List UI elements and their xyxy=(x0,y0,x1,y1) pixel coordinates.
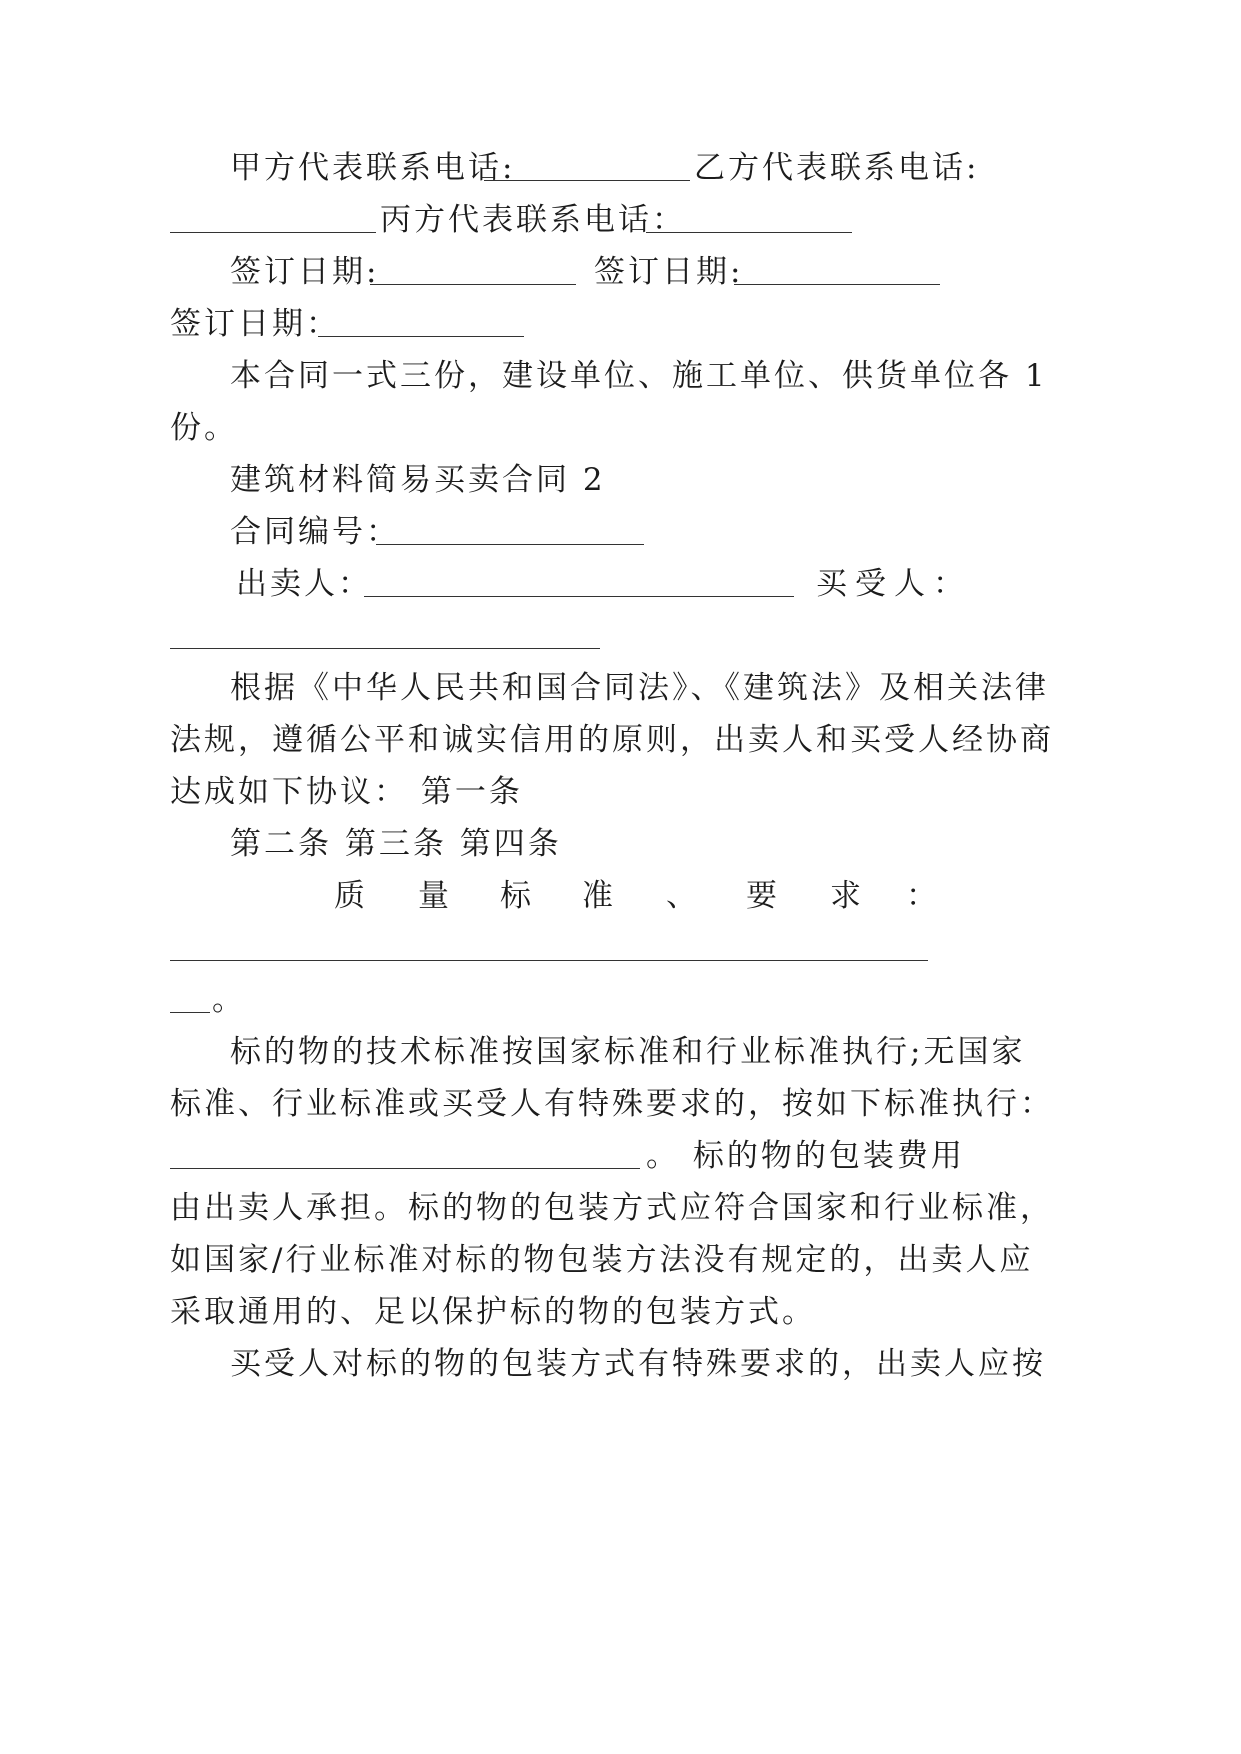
packaging-text1: 由出卖人承担。标的物的包装方式应符合国家和行业标准， xyxy=(170,1190,1054,1226)
packaging-fee-text: 。 标的物的包装费用 xyxy=(646,1138,965,1174)
contract-number-line xyxy=(230,512,400,552)
packaging-line3 xyxy=(170,1292,816,1332)
sign-date-c-line xyxy=(170,304,340,344)
party-a-phone-line xyxy=(230,148,515,188)
buyer-label: 买受人： xyxy=(816,566,972,602)
qs-char-3: 标 xyxy=(500,878,531,914)
party-b-phone-blank[interactable] xyxy=(170,232,376,233)
copies-clause-text1: 本合同一式三份，建设单位、施工单位、供货单位各 1 xyxy=(230,358,1048,394)
preamble-line2 xyxy=(170,720,1054,760)
qs-char-4: 准 xyxy=(582,878,613,914)
special-packaging-text: 买受人对标的物的包装方式有特殊要求的，出卖人应按 xyxy=(230,1346,1046,1382)
copies-clause-line2 xyxy=(170,408,238,448)
packaging-fee-line xyxy=(646,1136,965,1176)
special-packaging-line xyxy=(230,1344,1046,1384)
contract-title-text: 建筑材料简易买卖合同 2 xyxy=(230,462,606,498)
buyer-blank[interactable] xyxy=(170,648,600,649)
party-b-phone-label: 乙方代表联系电话: xyxy=(694,150,980,186)
tech-standard-line2 xyxy=(170,1084,1054,1124)
articles-line xyxy=(230,824,562,864)
sign-date-c-blank[interactable] xyxy=(318,336,524,337)
seller-line xyxy=(236,564,372,604)
party-a-phone-label: 甲方代表联系电话: xyxy=(230,150,516,186)
packaging-text2: 如国家/行业标准对标的物包装方法没有规定的，出卖人应 xyxy=(170,1242,1034,1278)
quality-standard-blank[interactable] xyxy=(170,960,928,961)
preamble-line1 xyxy=(230,668,1049,708)
qs-char-5: 、 xyxy=(666,878,697,914)
copies-clause-text2: 份。 xyxy=(170,410,238,446)
party-a-phone-blank[interactable] xyxy=(484,180,690,181)
tech-standard-text1: 标的物的技术标准按国家标准和行业标准执行;无国家 xyxy=(230,1034,1026,1070)
qs-char-2: 量 xyxy=(418,878,449,914)
party-c-phone-blank[interactable] xyxy=(646,232,852,233)
quality-standard-blank-end[interactable] xyxy=(170,1012,210,1013)
quality-standard-heading xyxy=(0,876,1241,916)
articles-text: 第二条 第三条 第四条 xyxy=(230,826,562,862)
qs-char-7: 求 xyxy=(830,878,861,914)
preamble-text2: 法规，遵循公平和诚实信用的原则，出卖人和买受人经协商 xyxy=(170,722,1054,758)
tech-standard-line1 xyxy=(230,1032,1025,1072)
sign-date-a-blank[interactable] xyxy=(370,284,576,285)
tech-standard-blank[interactable] xyxy=(170,1168,640,1169)
preamble-text1: 根据《中华人民共和国合同法》、《建筑法》及相关法律 xyxy=(230,670,1049,706)
contract-number-blank[interactable] xyxy=(376,544,644,545)
contract-number-label: 合同编号： xyxy=(230,514,400,550)
preamble-text3: 达成如下协议： 第一条 xyxy=(170,774,523,810)
packaging-text3: 采取通用的、足以保护标的物的包装方式。 xyxy=(170,1294,816,1330)
copies-clause-line1 xyxy=(230,356,1048,396)
packaging-line2 xyxy=(170,1240,1033,1280)
contract-title xyxy=(230,460,606,500)
seller-blank[interactable] xyxy=(364,596,794,597)
packaging-line1 xyxy=(170,1188,1054,1228)
qs-char-1: 质 xyxy=(334,878,365,914)
sign-date-b-line xyxy=(594,252,743,292)
sign-date-a-label: 签订日期: xyxy=(230,254,380,290)
preamble-line3 xyxy=(170,772,523,812)
party-b-phone-label-wrap xyxy=(694,148,979,188)
qs-char-8: ： xyxy=(906,878,937,914)
tech-standard-text2: 标准、行业标准或买受人有特殊要求的，按如下标准执行： xyxy=(170,1086,1054,1122)
buyer-line xyxy=(816,564,972,604)
party-c-phone-line xyxy=(380,200,686,240)
sign-date-b-label: 签订日期: xyxy=(594,254,744,290)
qs-char-6: 要 xyxy=(746,878,777,914)
party-c-phone-label: 丙方代表联系电话： xyxy=(380,202,686,238)
sign-date-a-line xyxy=(230,252,379,292)
quality-standard-end xyxy=(212,980,246,1020)
sign-date-b-blank[interactable] xyxy=(734,284,940,285)
quality-standard-period: 。 xyxy=(212,982,246,1018)
sign-date-c-label: 签订日期： xyxy=(170,306,340,342)
seller-label: 出卖人： xyxy=(236,566,372,602)
